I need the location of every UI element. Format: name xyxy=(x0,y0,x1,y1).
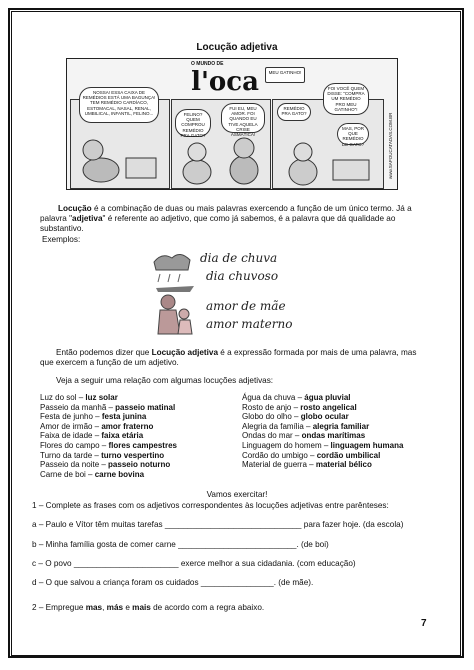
q2-text-2: e xyxy=(123,603,133,612)
definition-paragraph xyxy=(40,348,432,368)
locution-phrase: Cordão do umbigo – xyxy=(242,450,317,460)
locution-adjective: ondas marítimas xyxy=(301,431,366,441)
locution-adjective: festa junina xyxy=(101,412,147,422)
locution-adjective: flores campestres xyxy=(108,440,177,450)
mother-child-image xyxy=(158,295,192,334)
comic-bubble-6: MAS, POR QUE REMÉDIO DE GATO? xyxy=(337,123,369,145)
locution-item xyxy=(40,470,177,480)
locution-phrase: Flores do campo – xyxy=(40,440,109,450)
locution-adjective: alegria familiar xyxy=(312,421,370,431)
locution-phrase: Alegria da família – xyxy=(242,421,313,431)
locution-adjective: linguagem humana xyxy=(330,440,404,450)
examples-label: Exemplos: xyxy=(42,235,81,244)
locution-item xyxy=(40,451,177,461)
comic-strip xyxy=(66,58,398,190)
question-2 xyxy=(32,603,264,613)
comic-bubble-3: FUI EU, MEU AMOR. FOI QUANDO EU TIVE AQUELA CRISE ASMÁTICA! xyxy=(221,103,265,133)
term-adjetiva: adjetiva xyxy=(72,214,103,223)
comic-bubble-1: NOSSA! ESSA CAIXA DE REMÉDIOS ESTÁ UMA BAGUNÇA! TEM REMÉDIO CARDÍACO, ESTOMACAL, NASAL, RENAL, UMBILICAL, INFANTIL, FELINO... xyxy=(79,87,159,123)
locution-adjective: amor fraterno xyxy=(101,421,154,431)
question-1a: a – Paulo e Vítor têm muitas tarefas ______________________________ para fazer hoje. (da escola) xyxy=(32,520,404,529)
locution-phrase: Luz do sol – xyxy=(40,393,86,402)
right-locution-list xyxy=(242,393,403,470)
locution-phrase: Turno da tarde – xyxy=(40,450,102,460)
locution-item xyxy=(40,431,177,441)
locution-item xyxy=(40,403,177,413)
intro-text-2: " é referente ao adjetivo, que como já sabemos, é a palavra que dá qualidade ao substantivo. xyxy=(40,214,396,233)
comic-logo: l'oca xyxy=(191,67,259,97)
intro-text-1: é a combinação de duas ou mais palavras exercendo a função de um único termo. Já a palavra " xyxy=(40,204,412,223)
locution-item xyxy=(40,422,177,432)
term-locucao: Locução xyxy=(58,204,92,213)
comic-sign: MEU GATINHO! xyxy=(265,67,305,83)
locution-phrase: Faixa de idade – xyxy=(40,431,102,441)
page-title: Locução adjetiva xyxy=(196,42,278,53)
locution-phrase: Linguagem do homem – xyxy=(242,440,331,450)
q2-sep-1: , xyxy=(102,603,107,612)
list-intro: Veja a seguir uma relação com algumas locuções adjetivas: xyxy=(56,376,274,385)
locution-phrase: Ondas do mar – xyxy=(242,431,302,441)
locution-adjective: passeio noturno xyxy=(108,460,171,470)
exercise-title: Vamos exercitar! xyxy=(206,490,268,499)
left-locution-list xyxy=(40,393,177,479)
locution-phrase: Rosto de anjo – xyxy=(242,402,301,412)
page-number: 7 xyxy=(421,618,427,629)
locution-item xyxy=(242,460,403,470)
definition-text-2: é a expressão formada por mais de uma palavra, mas que exercem a função de um adjetivo. xyxy=(40,348,417,367)
locution-adjective: carne bovina xyxy=(94,469,145,479)
question-1b: b – Minha família gosta de comer carne __________________________. (de boi) xyxy=(32,540,329,549)
locution-phrase: Festa de junho – xyxy=(40,412,102,422)
locution-adjective: material bélico xyxy=(315,460,372,470)
question-1: 1 – Complete as frases com os adjetivos correspondentes às locuções adjetivas entre parênteses: xyxy=(32,501,389,510)
example-line-3: amor de mãe xyxy=(206,299,286,313)
comic-bubble-4: REMÉDIO PRA GATO? xyxy=(277,103,311,121)
locution-phrase: Água da chuva – xyxy=(242,393,305,402)
term-locucao-adjetiva: Locução adjetiva xyxy=(151,348,219,357)
locution-item xyxy=(242,393,403,403)
locution-phrase: Material de guerra – xyxy=(242,460,316,470)
question-1c: c – O povo _______________________ exerce melhor a sua cidadania. (com educação) xyxy=(32,559,356,568)
example-line-4: amor materno xyxy=(206,317,293,331)
locution-item xyxy=(40,393,177,403)
locution-phrase: Globo do olho – xyxy=(242,412,301,422)
locution-phrase: Carne de boi – xyxy=(40,469,95,479)
locution-item xyxy=(242,412,403,422)
comic-logo-prefix: O MUNDO DE xyxy=(191,61,224,67)
locution-item xyxy=(242,431,403,441)
locution-item xyxy=(242,422,403,432)
locution-adjective: faixa etária xyxy=(101,431,144,441)
locution-adjective: rosto angelical xyxy=(300,402,357,412)
locution-phrase: Passeio da noite – xyxy=(40,460,109,470)
q2-text-1: 2 – Empregue xyxy=(32,603,86,612)
q2-word-mas-accent: más xyxy=(106,603,124,612)
locution-item xyxy=(242,403,403,413)
example-line-2: dia chuvoso xyxy=(206,269,279,283)
comic-bubble-5: FOI VOCÊ QUEM DISSE: "COMPRA UM REMÉDIO PRO MEU GATINHO"! xyxy=(323,83,369,115)
definition-text-1: Então podemos dizer que xyxy=(56,348,152,357)
locution-adjective: cordão umbilical xyxy=(316,450,381,460)
question-1d: d – O que salvou a criança foram os cuidados ________________. (de mãe). xyxy=(32,578,314,587)
locution-adjective: luz solar xyxy=(85,393,118,402)
locution-item xyxy=(242,451,403,461)
locution-item xyxy=(40,412,177,422)
locution-item xyxy=(40,441,177,451)
q2-word-mais: mais xyxy=(132,603,151,612)
locution-phrase: Amor de irmão – xyxy=(40,421,102,431)
locution-item xyxy=(242,441,403,451)
locution-adjective: passeio matinal xyxy=(115,402,176,412)
locution-phrase: Passeio da manhã – xyxy=(40,402,116,412)
intro-paragraph xyxy=(40,204,432,234)
locution-adjective: globo ocular xyxy=(300,412,349,422)
q2-text-3: de acordo com a regra abaixo. xyxy=(150,603,265,612)
examples-illustration xyxy=(150,248,310,336)
rain-image xyxy=(154,254,194,292)
locution-item xyxy=(40,460,177,470)
locution-adjective: água pluvial xyxy=(304,393,351,402)
locution-adjective: turno vespertino xyxy=(101,450,165,460)
example-line-1: dia de chuva xyxy=(200,251,278,265)
comic-website: www.SAPOUCATADAS.COM.BR xyxy=(388,112,393,179)
q2-word-mas: mas xyxy=(85,603,103,612)
comic-bubble-2: FELINO? QUEM COMPROU REMÉDIO PRA GATO? xyxy=(175,109,211,137)
